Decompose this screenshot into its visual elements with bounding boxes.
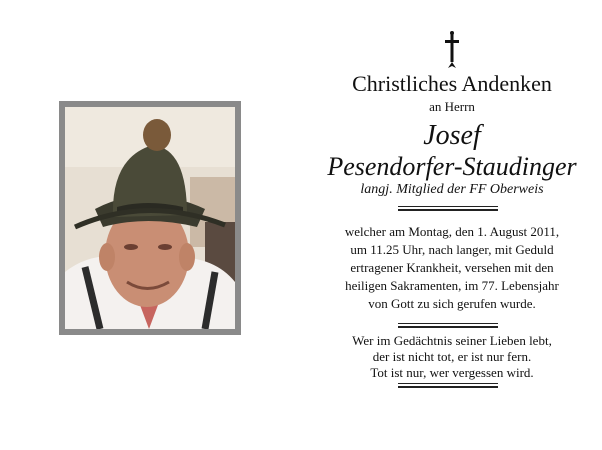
- text-line: ertragener Krankheit, versehen mit den: [350, 260, 554, 275]
- salutation: an Herrn: [429, 99, 475, 114]
- text-line: heiligen Sakramenten, im 77. Lebensjahr: [345, 278, 559, 293]
- portrait-photo: [65, 107, 235, 329]
- text-line: von Gott zu sich gerufen wurde.: [368, 296, 536, 311]
- role-text: langj. Mitglied der FF Oberweis: [360, 182, 544, 197]
- divider: [398, 383, 498, 388]
- divider: [398, 323, 498, 328]
- quote-line: der ist nicht tot, er ist nur fern.: [372, 349, 532, 364]
- first-name: Josef: [423, 120, 481, 151]
- divider: [398, 206, 498, 211]
- obituary-text: [330, 223, 574, 313]
- last-name: Pesendorfer-Staudinger: [327, 152, 577, 181]
- portrait-frame: [59, 101, 241, 335]
- quote-line: Tot ist nur, wer vergessen wird.: [370, 365, 534, 380]
- text-line: um 11.25 Uhr, nach langer, mit Geduld: [350, 242, 554, 257]
- text-line: welcher am Montag, den 1. August 2011,: [344, 224, 560, 239]
- memorial-quote: [330, 333, 574, 381]
- quote-line: Wer im Gedächtnis seiner Lieben lebt,: [352, 333, 552, 348]
- card-heading: Christliches Andenken: [352, 71, 552, 96]
- cross-icon: [330, 30, 574, 70]
